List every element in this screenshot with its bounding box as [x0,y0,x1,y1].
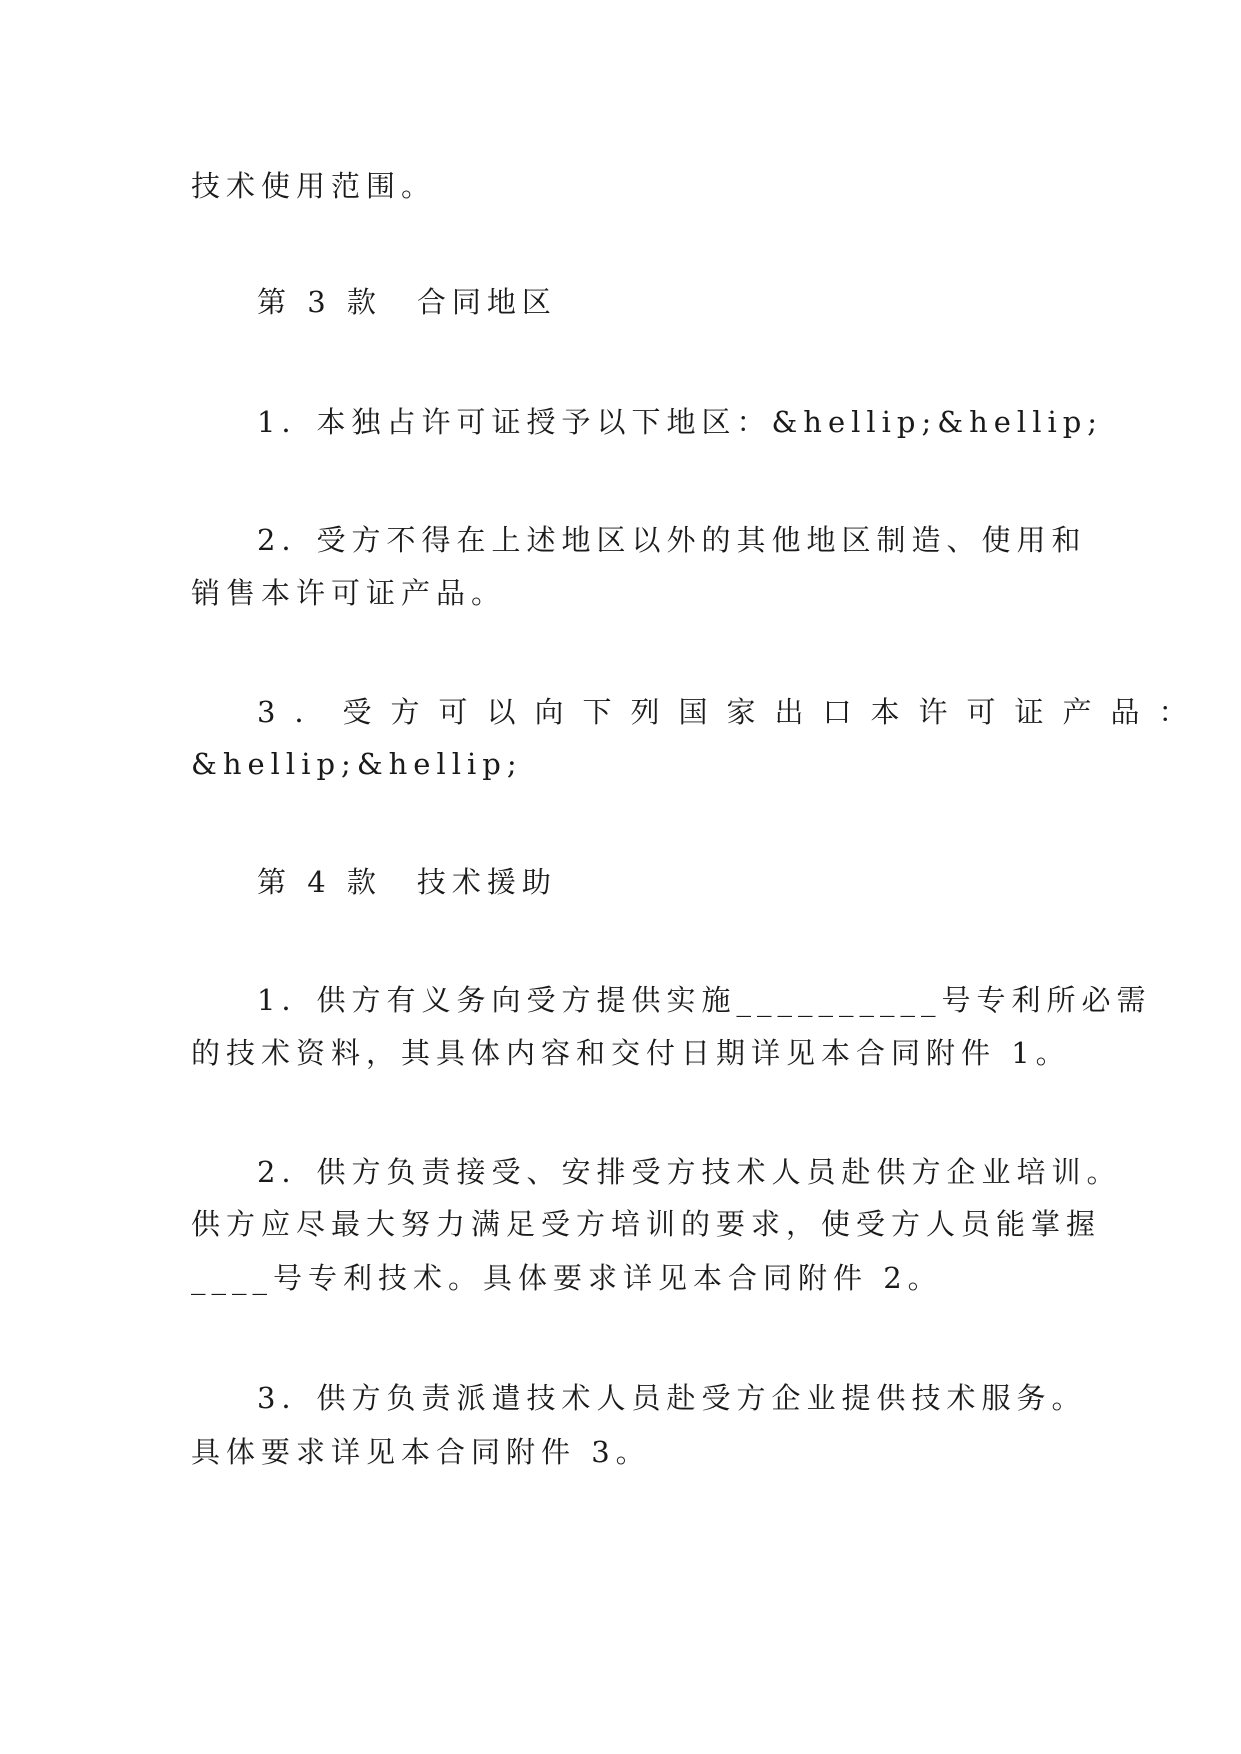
text-line: 1．供方有义务向受方提供实施__________号专利所必需 [257,983,1152,1017]
text-line: 销售本许可证产品。 [191,576,507,610]
text-line: ____号专利技术。具体要求详见本合同附件 2。 [191,1261,943,1295]
text-line: 供方应尽最大努力满足受方培训的要求，使受方人员能掌握 [191,1207,1102,1241]
text-line: 2．供方负责接受、安排受方技术人员赴供方企业培训。 [257,1155,1122,1189]
text-line: 2．受方不得在上述地区以外的其他地区制造、使用和 [257,523,1087,557]
section-heading: 第 3 款 合同地区 [257,285,557,319]
text-line: 技术使用范围。 [191,169,437,203]
text-line: &hellip;&hellip; [191,747,523,781]
text-line: 的技术资料，其具体内容和交付日期详见本合同附件 1。 [191,1036,1071,1070]
text-line: 1．本独占许可证授予以下地区：&hellip;&hellip; [257,405,1104,439]
text-line: 3．供方负责派遣技术人员赴受方企业提供技术服务。 [257,1381,1087,1415]
text-line: 3．受方可以向下列国家出口本许可证产品： [257,695,1207,729]
section-heading: 第 4 款 技术援助 [257,865,557,899]
text-line: 具体要求详见本合同附件 3。 [191,1435,651,1469]
